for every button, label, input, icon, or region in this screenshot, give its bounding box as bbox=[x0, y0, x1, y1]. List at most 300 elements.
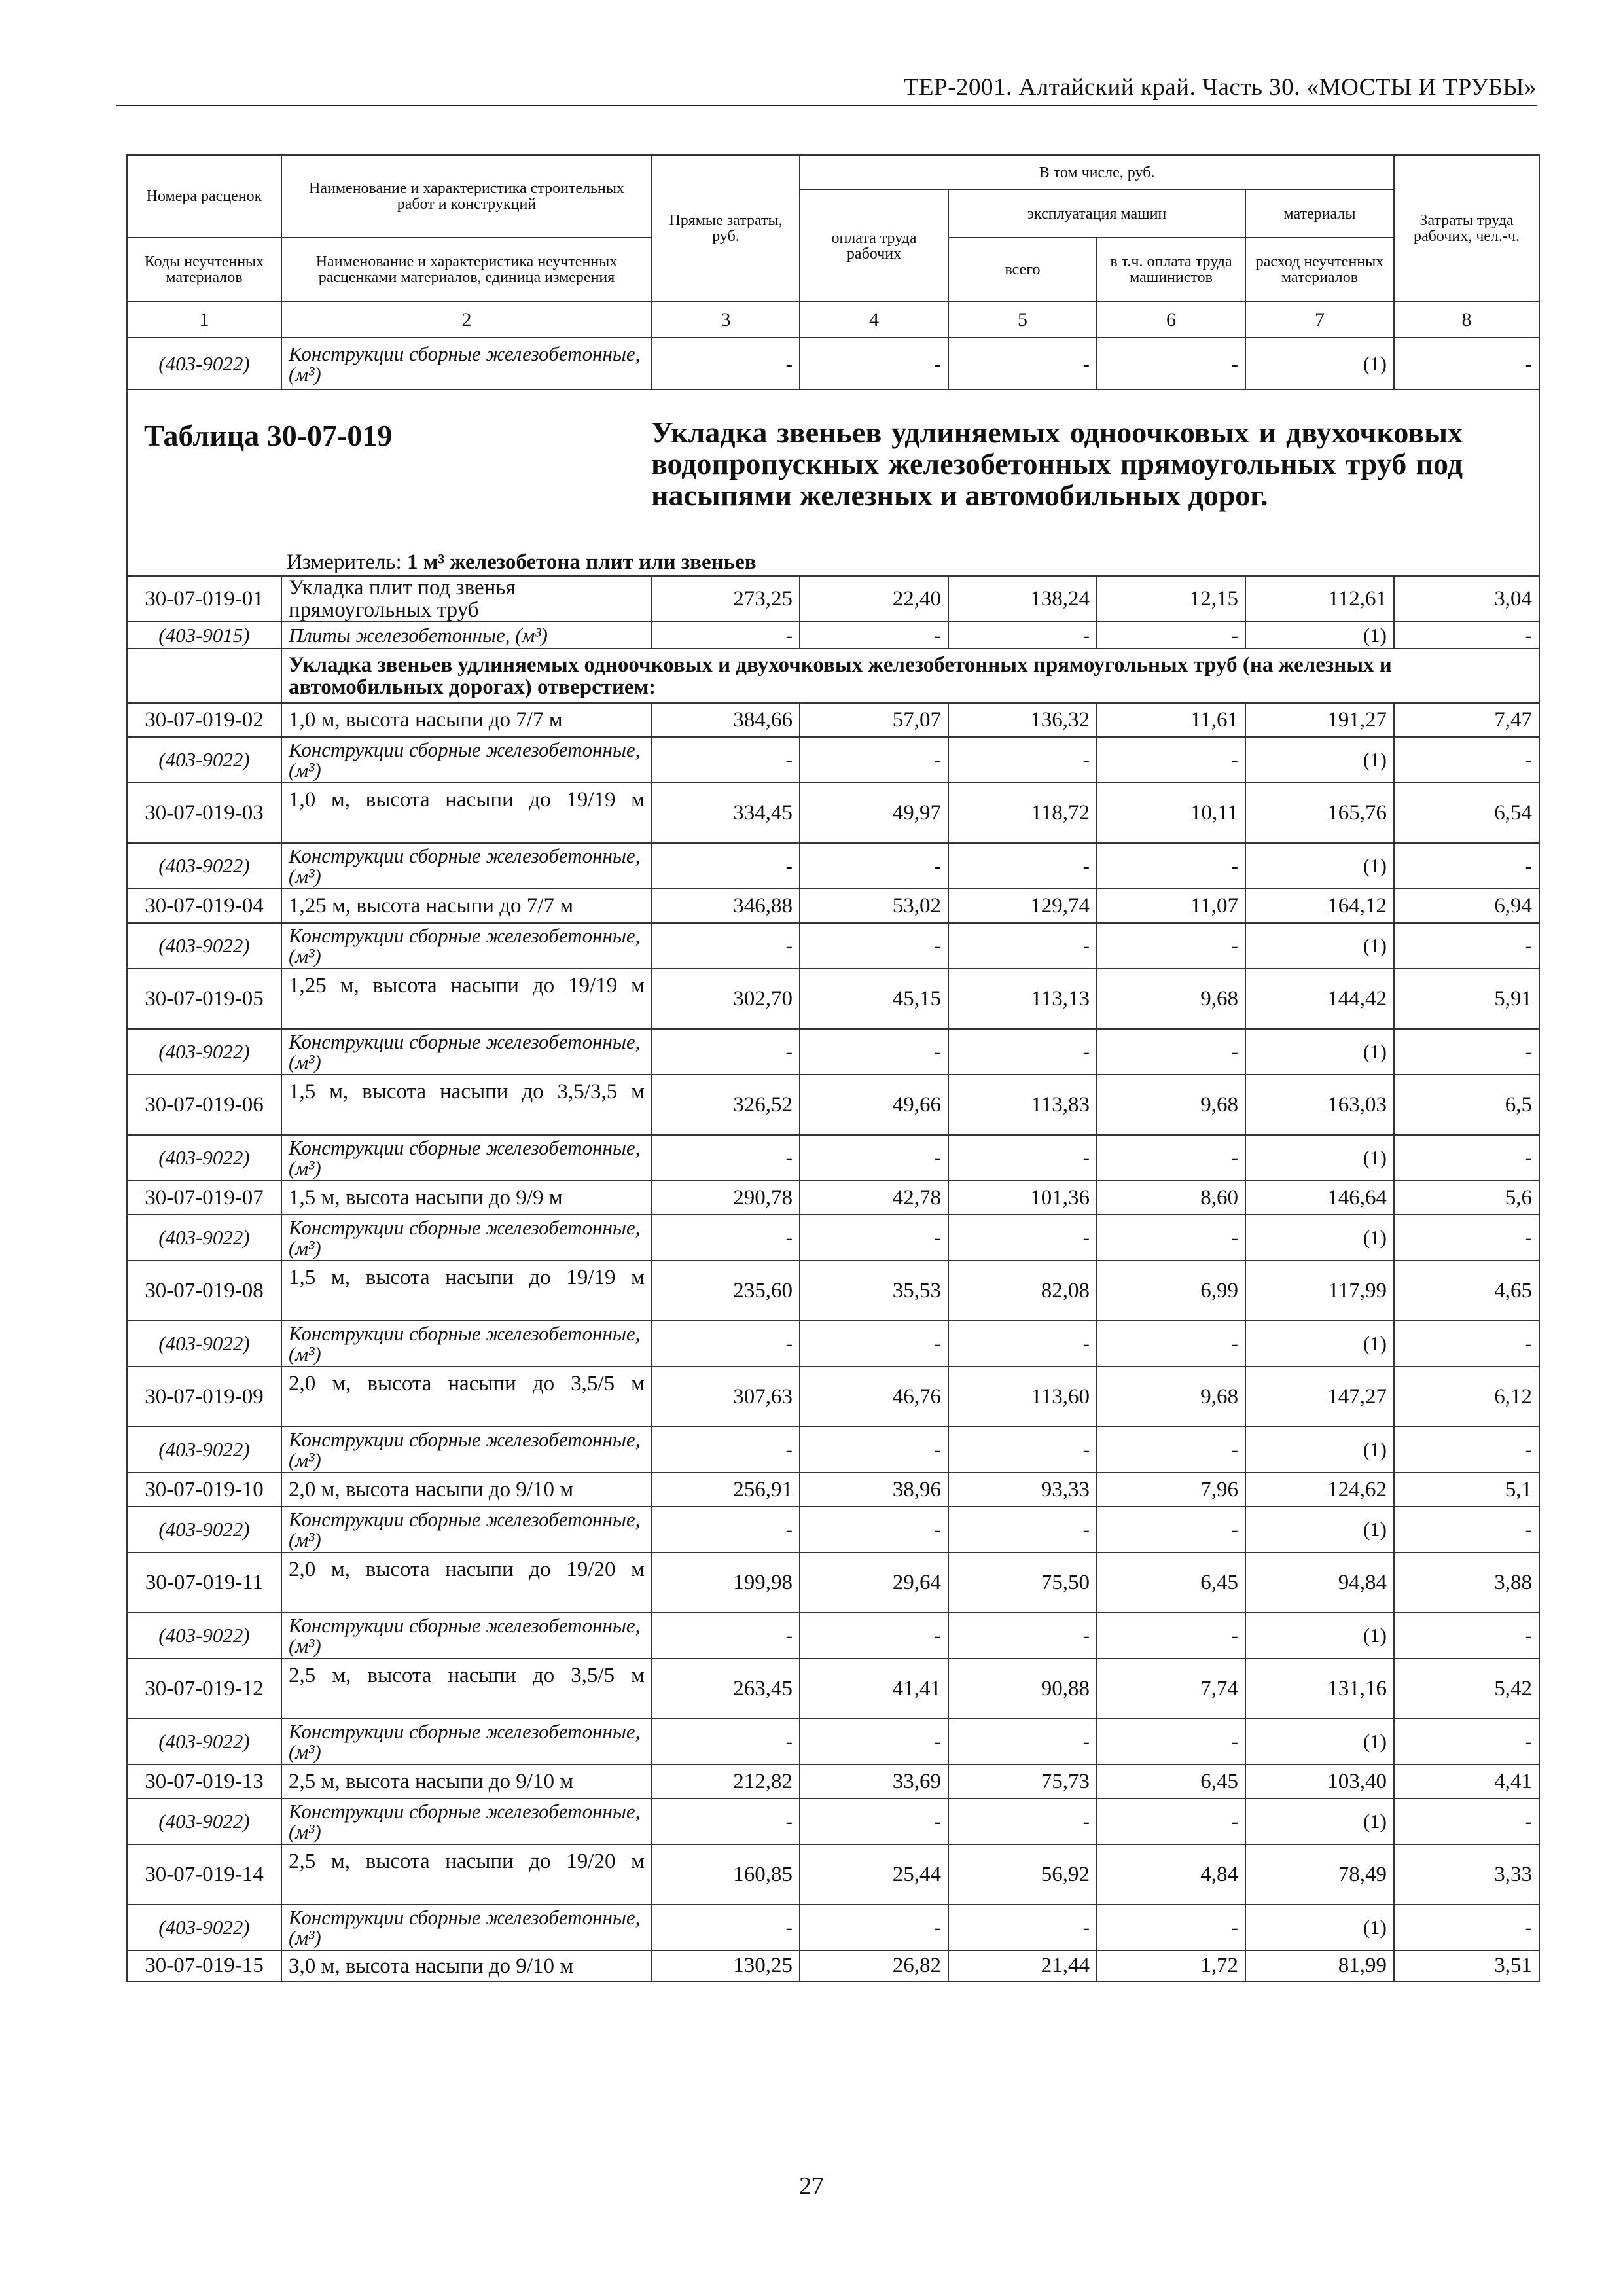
value-cell: - bbox=[1394, 1135, 1539, 1181]
material-row bbox=[127, 1613, 1539, 1659]
value-cell: 75,73 bbox=[948, 1765, 1097, 1799]
value-cell: 3,04 bbox=[1394, 576, 1539, 622]
value-cell: 4,65 bbox=[1394, 1261, 1539, 1321]
value-cell: - bbox=[948, 1135, 1097, 1181]
value-cell: (1) bbox=[1245, 1321, 1394, 1367]
value-cell: - bbox=[1394, 622, 1539, 649]
value-cell: 45,15 bbox=[800, 969, 948, 1029]
value-cell: 53,02 bbox=[800, 889, 948, 923]
value-cell: 3,33 bbox=[1394, 1844, 1539, 1905]
rate-code: 30-07-019-02 bbox=[127, 703, 281, 737]
value-cell: 9,68 bbox=[1097, 1367, 1245, 1427]
rate-name-text: 1,5 м, высота насыпи до 19/19 м bbox=[289, 1266, 645, 1289]
rate-code: 30-07-019-08 bbox=[127, 1261, 281, 1321]
rates-table bbox=[126, 154, 1540, 1982]
header-title: ТЕР-2001. Алтайский край. Часть 30. «МОСТЫ И ТРУБЫ» bbox=[903, 74, 1537, 101]
value-cell: - bbox=[652, 1613, 800, 1659]
column-number: 3 bbox=[652, 302, 800, 338]
value-cell: 8,60 bbox=[1097, 1181, 1245, 1215]
value-cell: - bbox=[800, 338, 948, 389]
table-title: Укладка звеньев удлиняемых одноочковых и двухочковых водопропускных железобетонных прямоугольных труб под насыпями железных и автомобильных дорог. bbox=[651, 416, 1463, 512]
value-cell: - bbox=[1097, 622, 1245, 649]
col-machines-labor: в т.ч. оплата труда машинистов bbox=[1097, 238, 1245, 302]
material-code: (403-9022) bbox=[127, 1321, 281, 1367]
material-row bbox=[127, 923, 1539, 969]
value-cell: - bbox=[652, 1321, 800, 1367]
material-row bbox=[127, 1799, 1539, 1844]
value-cell: - bbox=[800, 1613, 948, 1659]
rate-code: 30-07-019-01 bbox=[127, 576, 281, 622]
value-cell: 93,33 bbox=[948, 1473, 1097, 1507]
value-cell: 138,24 bbox=[948, 576, 1097, 622]
value-cell: 164,12 bbox=[1245, 889, 1394, 923]
value-cell: - bbox=[1097, 1507, 1245, 1552]
column-numbers-row bbox=[127, 302, 1539, 338]
value-cell: - bbox=[652, 1507, 800, 1552]
rate-row bbox=[127, 1844, 1539, 1905]
value-cell: 326,52 bbox=[652, 1075, 800, 1135]
value-cell: 5,6 bbox=[1394, 1181, 1539, 1215]
value-cell: 346,88 bbox=[652, 889, 800, 923]
col-machines: эксплуатация машин bbox=[948, 190, 1245, 238]
material-row bbox=[127, 843, 1539, 889]
rate-name-text: 1,0 м, высота насыпи до 19/19 м bbox=[289, 788, 645, 812]
material-name: Конструкции сборные железобетонные, (м³) bbox=[281, 1321, 652, 1367]
value-cell: 57,07 bbox=[800, 703, 948, 737]
value-cell: 41,41 bbox=[800, 1659, 948, 1719]
material-code: (403-9022) bbox=[127, 1799, 281, 1844]
material-row bbox=[127, 1321, 1539, 1367]
material-row bbox=[127, 1905, 1539, 1950]
rate-row bbox=[127, 1552, 1539, 1613]
rate-code: 30-07-019-13 bbox=[127, 1765, 281, 1799]
value-cell: (1) bbox=[1245, 338, 1394, 389]
col-labor-costs: Затраты труда рабочих, чел.-ч. bbox=[1394, 155, 1539, 302]
material-name: Конструкции сборные железобетонные, (м³) bbox=[281, 1427, 652, 1473]
value-cell: 3,88 bbox=[1394, 1552, 1539, 1613]
value-cell: - bbox=[800, 843, 948, 889]
material-code: (403-9022) bbox=[127, 1613, 281, 1659]
material-code: (403-9015) bbox=[127, 622, 281, 649]
value-cell: - bbox=[948, 338, 1097, 389]
value-cell: 35,53 bbox=[800, 1261, 948, 1321]
value-cell: 263,45 bbox=[652, 1659, 800, 1719]
header-row-1 bbox=[127, 155, 1539, 190]
value-cell: 302,70 bbox=[652, 969, 800, 1029]
value-cell: - bbox=[948, 1905, 1097, 1950]
value-cell: - bbox=[948, 1427, 1097, 1473]
value-cell: - bbox=[948, 1613, 1097, 1659]
material-name: Конструкции сборные железобетонные, (м³) bbox=[281, 338, 652, 389]
rate-name-text: 1,0 м, высота насыпи до 7/7 м bbox=[289, 708, 563, 732]
rate-code: 30-07-019-05 bbox=[127, 969, 281, 1029]
value-cell: 5,91 bbox=[1394, 969, 1539, 1029]
value-cell: - bbox=[948, 1029, 1097, 1075]
value-cell: 4,84 bbox=[1097, 1844, 1245, 1905]
material-name: Конструкции сборные железобетонные, (м³) bbox=[281, 1719, 652, 1765]
value-cell: 1,72 bbox=[1097, 1950, 1245, 1981]
value-cell: - bbox=[800, 1905, 948, 1950]
value-cell: 191,27 bbox=[1245, 703, 1394, 737]
rate-name-text: 2,5 м, высота насыпи до 19/20 м bbox=[289, 1850, 645, 1873]
rate-name bbox=[281, 1261, 652, 1321]
value-cell: - bbox=[948, 1799, 1097, 1844]
value-cell: - bbox=[1394, 338, 1539, 389]
value-cell: - bbox=[1394, 923, 1539, 969]
material-row bbox=[127, 1215, 1539, 1261]
value-cell: 46,76 bbox=[800, 1367, 948, 1427]
value-cell: - bbox=[652, 1905, 800, 1950]
value-cell: - bbox=[1097, 1321, 1245, 1367]
rate-row bbox=[127, 576, 1539, 622]
value-cell: 9,68 bbox=[1097, 969, 1245, 1029]
material-row bbox=[127, 1029, 1539, 1075]
rate-name bbox=[281, 1844, 652, 1905]
col-machines-total: всего bbox=[948, 238, 1097, 302]
rate-row bbox=[127, 783, 1539, 843]
value-cell: 6,94 bbox=[1394, 889, 1539, 923]
value-cell: - bbox=[800, 1029, 948, 1075]
value-cell: - bbox=[1394, 737, 1539, 783]
material-row bbox=[127, 1427, 1539, 1473]
value-cell: 112,61 bbox=[1245, 576, 1394, 622]
value-cell: (1) bbox=[1245, 1029, 1394, 1075]
rate-name-text: 2,0 м, высота насыпи до 3,5/5 м bbox=[289, 1372, 645, 1395]
value-cell: - bbox=[800, 1135, 948, 1181]
value-cell: 5,42 bbox=[1394, 1659, 1539, 1719]
rate-name bbox=[281, 703, 652, 737]
value-cell: - bbox=[1394, 1029, 1539, 1075]
section-row bbox=[127, 649, 1539, 703]
value-cell: - bbox=[948, 1719, 1097, 1765]
value-cell: 26,82 bbox=[800, 1950, 948, 1981]
material-code: (403-9022) bbox=[127, 843, 281, 889]
value-cell: 6,54 bbox=[1394, 783, 1539, 843]
value-cell: - bbox=[652, 1029, 800, 1075]
value-cell: 7,74 bbox=[1097, 1659, 1245, 1719]
value-cell: 82,08 bbox=[948, 1261, 1097, 1321]
value-cell: 49,97 bbox=[800, 783, 948, 843]
value-cell: 56,92 bbox=[948, 1844, 1097, 1905]
value-cell: - bbox=[1394, 1507, 1539, 1552]
material-row bbox=[127, 737, 1539, 783]
value-cell: 4,41 bbox=[1394, 1765, 1539, 1799]
value-cell: 6,45 bbox=[1097, 1765, 1245, 1799]
value-cell: - bbox=[1394, 1905, 1539, 1950]
value-cell: 78,49 bbox=[1245, 1844, 1394, 1905]
table-title-block bbox=[127, 389, 1539, 576]
value-cell: - bbox=[948, 622, 1097, 649]
col-labor-pay: оплата труда рабочих bbox=[800, 190, 948, 302]
value-cell: 6,5 bbox=[1394, 1075, 1539, 1135]
rate-code: 30-07-019-10 bbox=[127, 1473, 281, 1507]
material-row bbox=[127, 1135, 1539, 1181]
value-cell: - bbox=[800, 1719, 948, 1765]
value-cell: - bbox=[1097, 1799, 1245, 1844]
column-number: 4 bbox=[800, 302, 948, 338]
value-cell: 42,78 bbox=[800, 1181, 948, 1215]
value-cell: - bbox=[652, 622, 800, 649]
value-cell: - bbox=[652, 737, 800, 783]
value-cell: - bbox=[1097, 1427, 1245, 1473]
value-cell: 7,47 bbox=[1394, 703, 1539, 737]
value-cell: (1) bbox=[1245, 1799, 1394, 1844]
value-cell: 124,62 bbox=[1245, 1473, 1394, 1507]
rate-row bbox=[127, 703, 1539, 737]
value-cell: - bbox=[948, 1215, 1097, 1261]
col-name-header: Наименование и характеристика строительных работ и конструкций bbox=[281, 155, 652, 238]
material-code: (403-9022) bbox=[127, 737, 281, 783]
material-name: Конструкции сборные железобетонные, (м³) bbox=[281, 1135, 652, 1181]
value-cell: 11,07 bbox=[1097, 889, 1245, 923]
section-heading: Укладка звеньев удлиняемых одноочковых и двухочковых железобетонных прямоугольных труб (на железных и автомобильных дорогах) отверстием: bbox=[281, 649, 1539, 703]
value-cell: 9,68 bbox=[1097, 1075, 1245, 1135]
value-cell: - bbox=[652, 338, 800, 389]
rate-name bbox=[281, 889, 652, 923]
material-row bbox=[127, 1507, 1539, 1552]
rate-code: 30-07-019-15 bbox=[127, 1950, 281, 1981]
value-cell: - bbox=[1394, 1799, 1539, 1844]
rate-row bbox=[127, 889, 1539, 923]
value-cell: (1) bbox=[1245, 843, 1394, 889]
value-cell: 144,42 bbox=[1245, 969, 1394, 1029]
value-cell: (1) bbox=[1245, 1719, 1394, 1765]
value-cell: 6,99 bbox=[1097, 1261, 1245, 1321]
value-cell: - bbox=[1097, 1135, 1245, 1181]
value-cell: 199,98 bbox=[652, 1552, 800, 1613]
col-materials-unaccounted: расход неучтенных материалов bbox=[1245, 238, 1394, 302]
rate-name-text: 1,5 м, высота насыпи до 3,5/3,5 м bbox=[289, 1080, 645, 1103]
carryover-row bbox=[127, 338, 1539, 389]
value-cell: 49,66 bbox=[800, 1075, 948, 1135]
value-cell: 256,91 bbox=[652, 1473, 800, 1507]
value-cell: 165,76 bbox=[1245, 783, 1394, 843]
value-cell: - bbox=[652, 1799, 800, 1844]
value-cell: - bbox=[652, 1719, 800, 1765]
column-number: 1 bbox=[127, 302, 281, 338]
material-code: (403-9022) bbox=[127, 1135, 281, 1181]
value-cell: 118,72 bbox=[948, 783, 1097, 843]
rate-name-text: 1,25 м, высота насыпи до 19/19 м bbox=[289, 974, 645, 997]
value-cell: 75,50 bbox=[948, 1552, 1097, 1613]
value-cell: - bbox=[1394, 1613, 1539, 1659]
value-cell: - bbox=[1394, 843, 1539, 889]
rate-row bbox=[127, 1659, 1539, 1719]
material-code: (403-9022) bbox=[127, 1719, 281, 1765]
value-cell: 10,11 bbox=[1097, 783, 1245, 843]
section-empty-cell bbox=[127, 649, 281, 703]
material-code: (403-9022) bbox=[127, 923, 281, 969]
rate-row bbox=[127, 1473, 1539, 1507]
value-cell: - bbox=[1394, 1427, 1539, 1473]
material-name: Конструкции сборные железобетонные, (м³) bbox=[281, 923, 652, 969]
value-cell: 163,03 bbox=[1245, 1075, 1394, 1135]
value-cell: - bbox=[652, 1215, 800, 1261]
value-cell: 307,63 bbox=[652, 1367, 800, 1427]
value-cell: - bbox=[800, 1321, 948, 1367]
material-name: Плиты железобетонные, (м³) bbox=[281, 622, 652, 649]
value-cell: - bbox=[652, 1135, 800, 1181]
value-cell: 103,40 bbox=[1245, 1765, 1394, 1799]
page-number: 27 bbox=[799, 2172, 824, 2200]
material-name: Конструкции сборные железобетонные, (м³) bbox=[281, 1799, 652, 1844]
value-cell: - bbox=[1097, 1613, 1245, 1659]
value-cell: 6,12 bbox=[1394, 1367, 1539, 1427]
value-cell: (1) bbox=[1245, 1135, 1394, 1181]
value-cell: 21,44 bbox=[948, 1950, 1097, 1981]
value-cell: - bbox=[948, 1507, 1097, 1552]
value-cell: 33,69 bbox=[800, 1765, 948, 1799]
rate-name-text: 2,0 м, высота насыпи до 9/10 м bbox=[289, 1478, 574, 1501]
value-cell: 29,64 bbox=[800, 1552, 948, 1613]
material-row bbox=[127, 622, 1539, 649]
material-code: (403-9022) bbox=[127, 338, 281, 389]
value-cell: - bbox=[1394, 1215, 1539, 1261]
rate-name-text: 2,0 м, высота насыпи до 19/20 м bbox=[289, 1558, 645, 1581]
rate-row bbox=[127, 1765, 1539, 1799]
rate-name-text: 2,5 м, высота насыпи до 3,5/5 м bbox=[289, 1664, 645, 1687]
value-cell: 136,32 bbox=[948, 703, 1097, 737]
value-cell: - bbox=[800, 1215, 948, 1261]
value-cell: (1) bbox=[1245, 737, 1394, 783]
value-cell: (1) bbox=[1245, 1905, 1394, 1950]
value-cell: - bbox=[948, 923, 1097, 969]
value-cell: - bbox=[800, 1427, 948, 1473]
value-cell: - bbox=[800, 737, 948, 783]
value-cell: 6,45 bbox=[1097, 1552, 1245, 1613]
value-cell: 12,15 bbox=[1097, 576, 1245, 622]
page-header bbox=[116, 71, 1537, 106]
material-row bbox=[127, 1719, 1539, 1765]
material-code: (403-9022) bbox=[127, 1215, 281, 1261]
col-including: В том числе, руб. bbox=[800, 155, 1394, 190]
value-cell: 130,25 bbox=[652, 1950, 800, 1981]
value-cell: - bbox=[1097, 1215, 1245, 1261]
rate-name bbox=[281, 783, 652, 843]
value-cell: - bbox=[800, 622, 948, 649]
rate-name bbox=[281, 1473, 652, 1507]
column-number: 5 bbox=[948, 302, 1097, 338]
rate-code: 30-07-019-04 bbox=[127, 889, 281, 923]
value-cell: 334,45 bbox=[652, 783, 800, 843]
material-code: (403-9022) bbox=[127, 1507, 281, 1552]
material-name: Конструкции сборные железобетонные, (м³) bbox=[281, 1905, 652, 1950]
col-material-names: Наименование и характеристика неучтенных расценками материалов, единица измерения bbox=[281, 238, 652, 302]
rate-code: 30-07-019-12 bbox=[127, 1659, 281, 1719]
rate-row bbox=[127, 1950, 1539, 1981]
value-cell: - bbox=[1097, 1029, 1245, 1075]
value-cell: - bbox=[1394, 1719, 1539, 1765]
value-cell: 94,84 bbox=[1245, 1552, 1394, 1613]
value-cell: - bbox=[652, 1427, 800, 1473]
value-cell: 117,99 bbox=[1245, 1261, 1394, 1321]
column-number: 7 bbox=[1245, 302, 1394, 338]
meter-prefix: Измеритель: bbox=[287, 550, 402, 574]
value-cell: 131,16 bbox=[1245, 1659, 1394, 1719]
material-code: (403-9022) bbox=[127, 1427, 281, 1473]
value-cell: 90,88 bbox=[948, 1659, 1097, 1719]
value-cell: - bbox=[1097, 338, 1245, 389]
material-code: (403-9022) bbox=[127, 1029, 281, 1075]
material-name: Конструкции сборные железобетонные, (м³) bbox=[281, 1613, 652, 1659]
rate-name-text: 1,25 м, высота насыпи до 7/7 м bbox=[289, 894, 574, 918]
rate-name bbox=[281, 1075, 652, 1135]
value-cell: 81,99 bbox=[1245, 1950, 1394, 1981]
value-cell: (1) bbox=[1245, 1613, 1394, 1659]
rate-row bbox=[127, 1181, 1539, 1215]
column-number: 6 bbox=[1097, 302, 1245, 338]
value-cell: - bbox=[948, 1321, 1097, 1367]
col-code-header: Номера расценок bbox=[127, 155, 281, 238]
value-cell: (1) bbox=[1245, 1507, 1394, 1552]
value-cell: - bbox=[1097, 1719, 1245, 1765]
value-cell: - bbox=[1097, 923, 1245, 969]
value-cell: 101,36 bbox=[948, 1181, 1097, 1215]
rates-body bbox=[127, 703, 1539, 1950]
material-name: Конструкции сборные железобетонные, (м³) bbox=[281, 737, 652, 783]
value-cell: - bbox=[652, 843, 800, 889]
value-cell: (1) bbox=[1245, 1427, 1394, 1473]
material-code: (403-9022) bbox=[127, 1905, 281, 1950]
value-cell: - bbox=[1394, 1321, 1539, 1367]
value-cell: 113,83 bbox=[948, 1075, 1097, 1135]
value-cell: - bbox=[948, 843, 1097, 889]
rate-name-text: 2,5 м, высота насыпи до 9/10 м bbox=[289, 1770, 574, 1793]
value-cell: 384,66 bbox=[652, 703, 800, 737]
rate-row bbox=[127, 1075, 1539, 1135]
value-cell: - bbox=[652, 923, 800, 969]
value-cell: (1) bbox=[1245, 622, 1394, 649]
rate-code: 30-07-019-03 bbox=[127, 783, 281, 843]
rate-code: 30-07-019-11 bbox=[127, 1552, 281, 1613]
value-cell: - bbox=[1097, 737, 1245, 783]
material-name: Конструкции сборные железобетонные, (м³) bbox=[281, 1215, 652, 1261]
rate-name bbox=[281, 1659, 652, 1719]
rate-code: 30-07-019-06 bbox=[127, 1075, 281, 1135]
col-direct-costs: Прямые затраты, руб. bbox=[652, 155, 800, 302]
value-cell: - bbox=[1097, 843, 1245, 889]
meter-value: 1 м³ железобетона плит или звеньев bbox=[407, 550, 757, 574]
col-material-codes: Коды неучтенных материалов bbox=[127, 238, 281, 302]
value-cell: 147,27 bbox=[1245, 1367, 1394, 1427]
value-cell: 38,96 bbox=[800, 1473, 948, 1507]
column-number: 2 bbox=[281, 302, 652, 338]
value-cell: - bbox=[800, 1507, 948, 1552]
value-cell: (1) bbox=[1245, 1215, 1394, 1261]
material-name: Конструкции сборные железобетонные, (м³) bbox=[281, 1029, 652, 1075]
rate-row bbox=[127, 969, 1539, 1029]
value-cell: 7,96 bbox=[1097, 1473, 1245, 1507]
rate-name bbox=[281, 1367, 652, 1427]
rate-code: 30-07-019-09 bbox=[127, 1367, 281, 1427]
value-cell: 129,74 bbox=[948, 889, 1097, 923]
value-cell: - bbox=[948, 737, 1097, 783]
value-cell: - bbox=[800, 923, 948, 969]
rate-name-text: 1,5 м, высота насыпи до 9/9 м bbox=[289, 1186, 563, 1210]
value-cell: 146,64 bbox=[1245, 1181, 1394, 1215]
rate-row bbox=[127, 1367, 1539, 1427]
rate-code: 30-07-019-14 bbox=[127, 1844, 281, 1905]
value-cell: - bbox=[800, 1799, 948, 1844]
rate-name bbox=[281, 1552, 652, 1613]
table-label: Таблица 30-07-019 bbox=[144, 419, 393, 452]
value-cell: 160,85 bbox=[652, 1844, 800, 1905]
value-cell: 113,13 bbox=[948, 969, 1097, 1029]
value-cell: (1) bbox=[1245, 923, 1394, 969]
rate-name bbox=[281, 1765, 652, 1799]
col-materials: материалы bbox=[1245, 190, 1394, 238]
value-cell: 25,44 bbox=[800, 1844, 948, 1905]
